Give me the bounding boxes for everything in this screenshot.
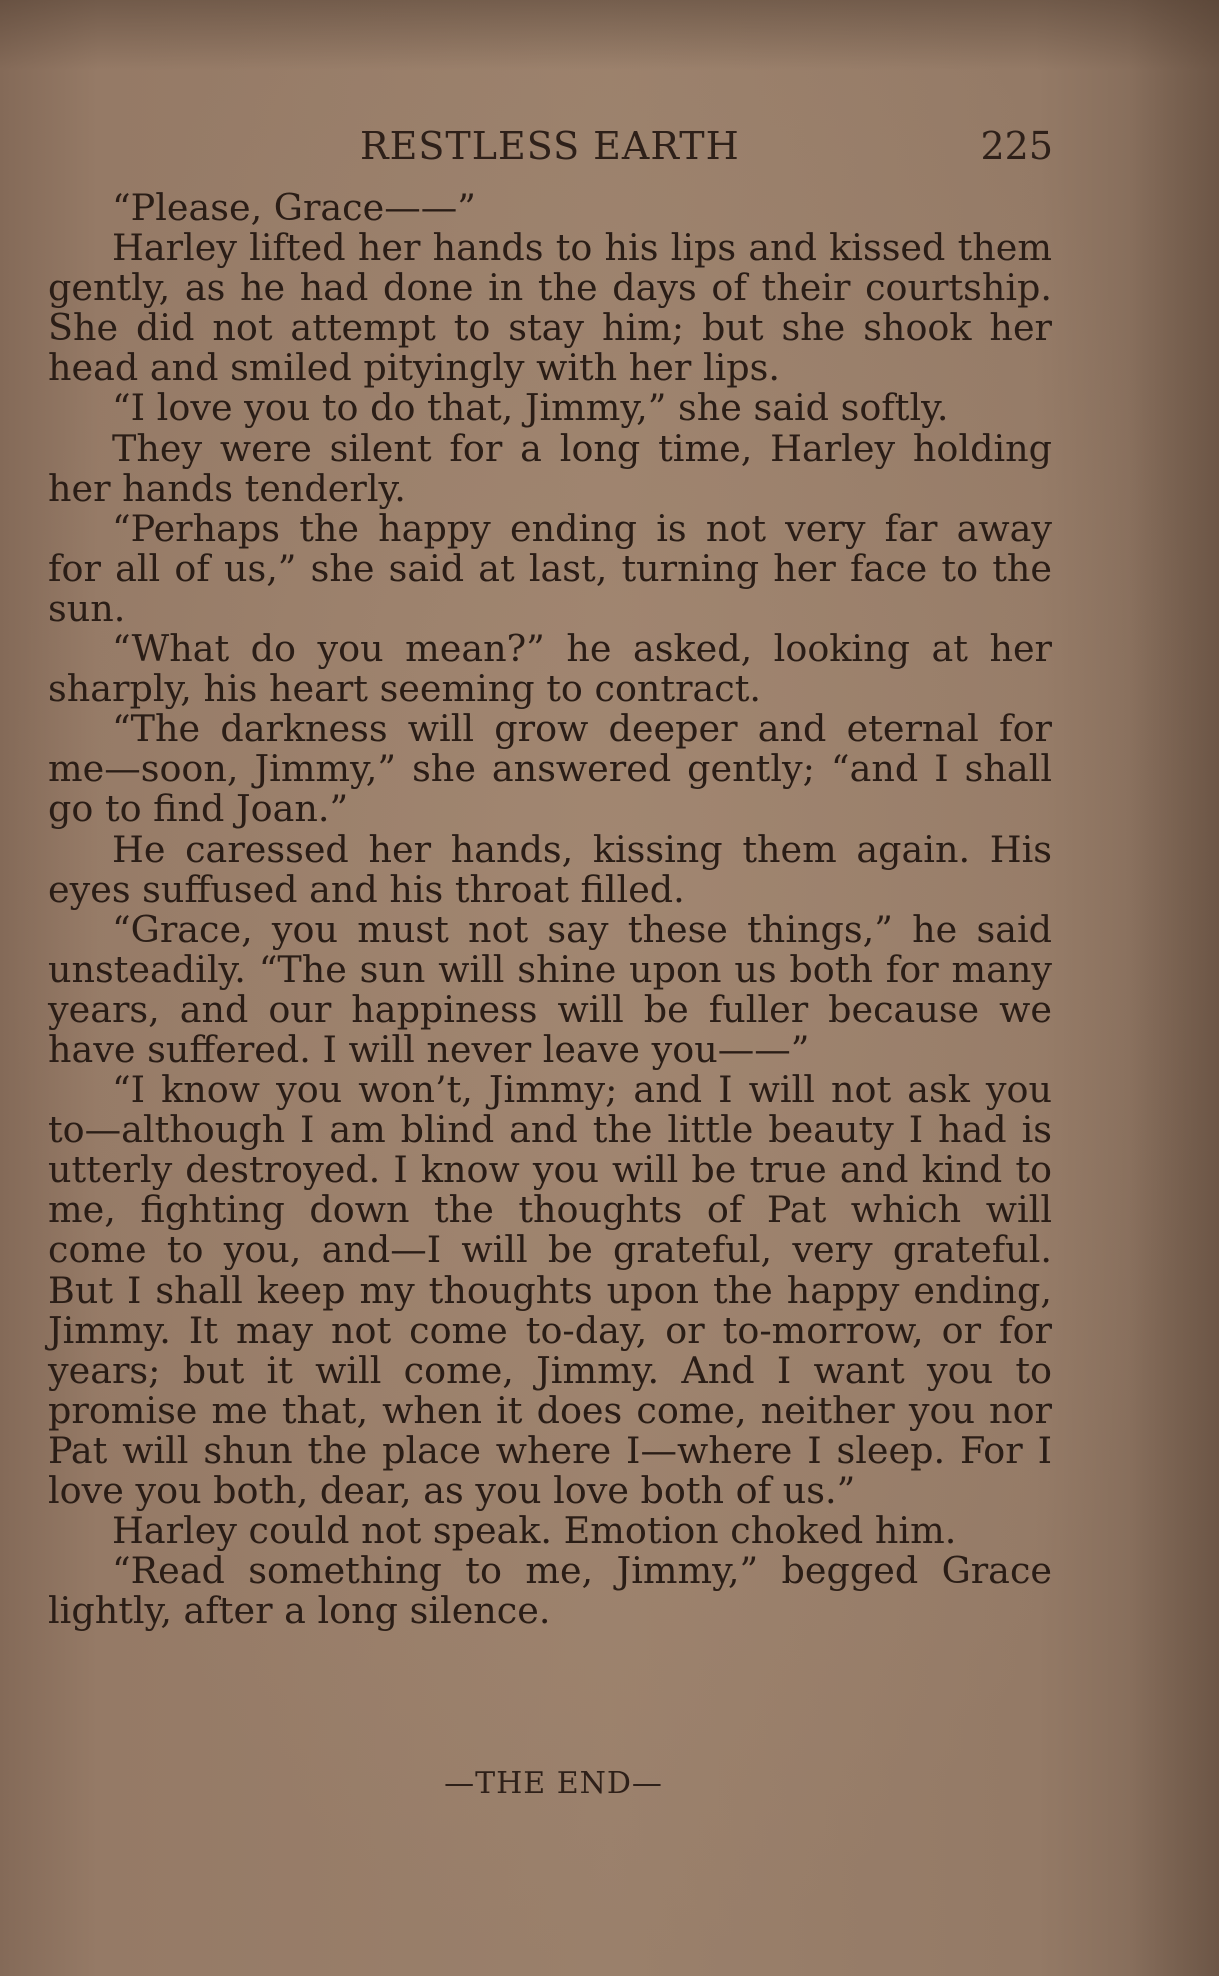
paragraph: Harley lifted her hands to his lips and kissed them gently, as he had done in the days of their courtship. She did not attempt to stay him; but she shook her head and smiled pityingly with her lips. — [48, 226, 1052, 390]
page-header — [60, 124, 1053, 174]
page-number: 225 — [980, 124, 1053, 168]
page-top-shadow — [0, 0, 1219, 70]
running-title: RESTLESS EARTH — [360, 124, 740, 168]
paragraph: They were silent for a long time, Harley holding her hands tenderly. — [48, 426, 1052, 510]
page-right-shadow — [1129, 0, 1219, 1976]
body-text — [48, 188, 1052, 1631]
paragraph: “I love you to do that, Jimmy,” she said softly. — [112, 386, 949, 430]
paragraph: “Read something to me, Jimmy,” begged Grace lightly, after a long silence. — [48, 1549, 1052, 1633]
paragraph: “Perhaps the happy ending is not very far away for all of us,” she said at last, turning her face to the sun. — [48, 506, 1052, 630]
paragraph: “Grace, you must not say these things,” he said unsteadily. “The sun will shine upon us both for many years, and our happiness will be fuller because we have suffered. I will never leave you——” — [48, 907, 1052, 1071]
paragraph: “I know you won’t, Jimmy; and I will not ask you to—although I am blind and the little beauty I had is utterly destroyed. I know you will be true and kind to me, fighting down the thoughts of Pat which will come to you, and—I will be grateful, very grateful. But I shall keep my thoughts upon the happy ending, Jimmy. It may not come to-day, or to-morrow, or for years; but it will come, Jimmy. And I want you to promise me that, when it does come, neither you nor Pat will shun the place where I—where I sleep. For I love you both, dear, as you love both of us.” — [48, 1068, 1052, 1512]
paragraph: “What do you mean?” he asked, looking at her sharply, his heart seeming to contract. — [48, 627, 1052, 711]
the-end-marker: —THE END— — [444, 1766, 663, 1801]
paragraph: Harley could not speak. Emotion choked him. — [112, 1509, 957, 1553]
paragraph: “The darkness will grow deeper and eternal for me—soon, Jimmy,” she answered gently; “and I shall go to find Joan.” — [48, 707, 1052, 831]
paragraph: He caressed her hands, kissing them again. His eyes suffused and his throat filled. — [48, 827, 1052, 911]
paragraph: “Please, Grace——” — [112, 186, 476, 229]
